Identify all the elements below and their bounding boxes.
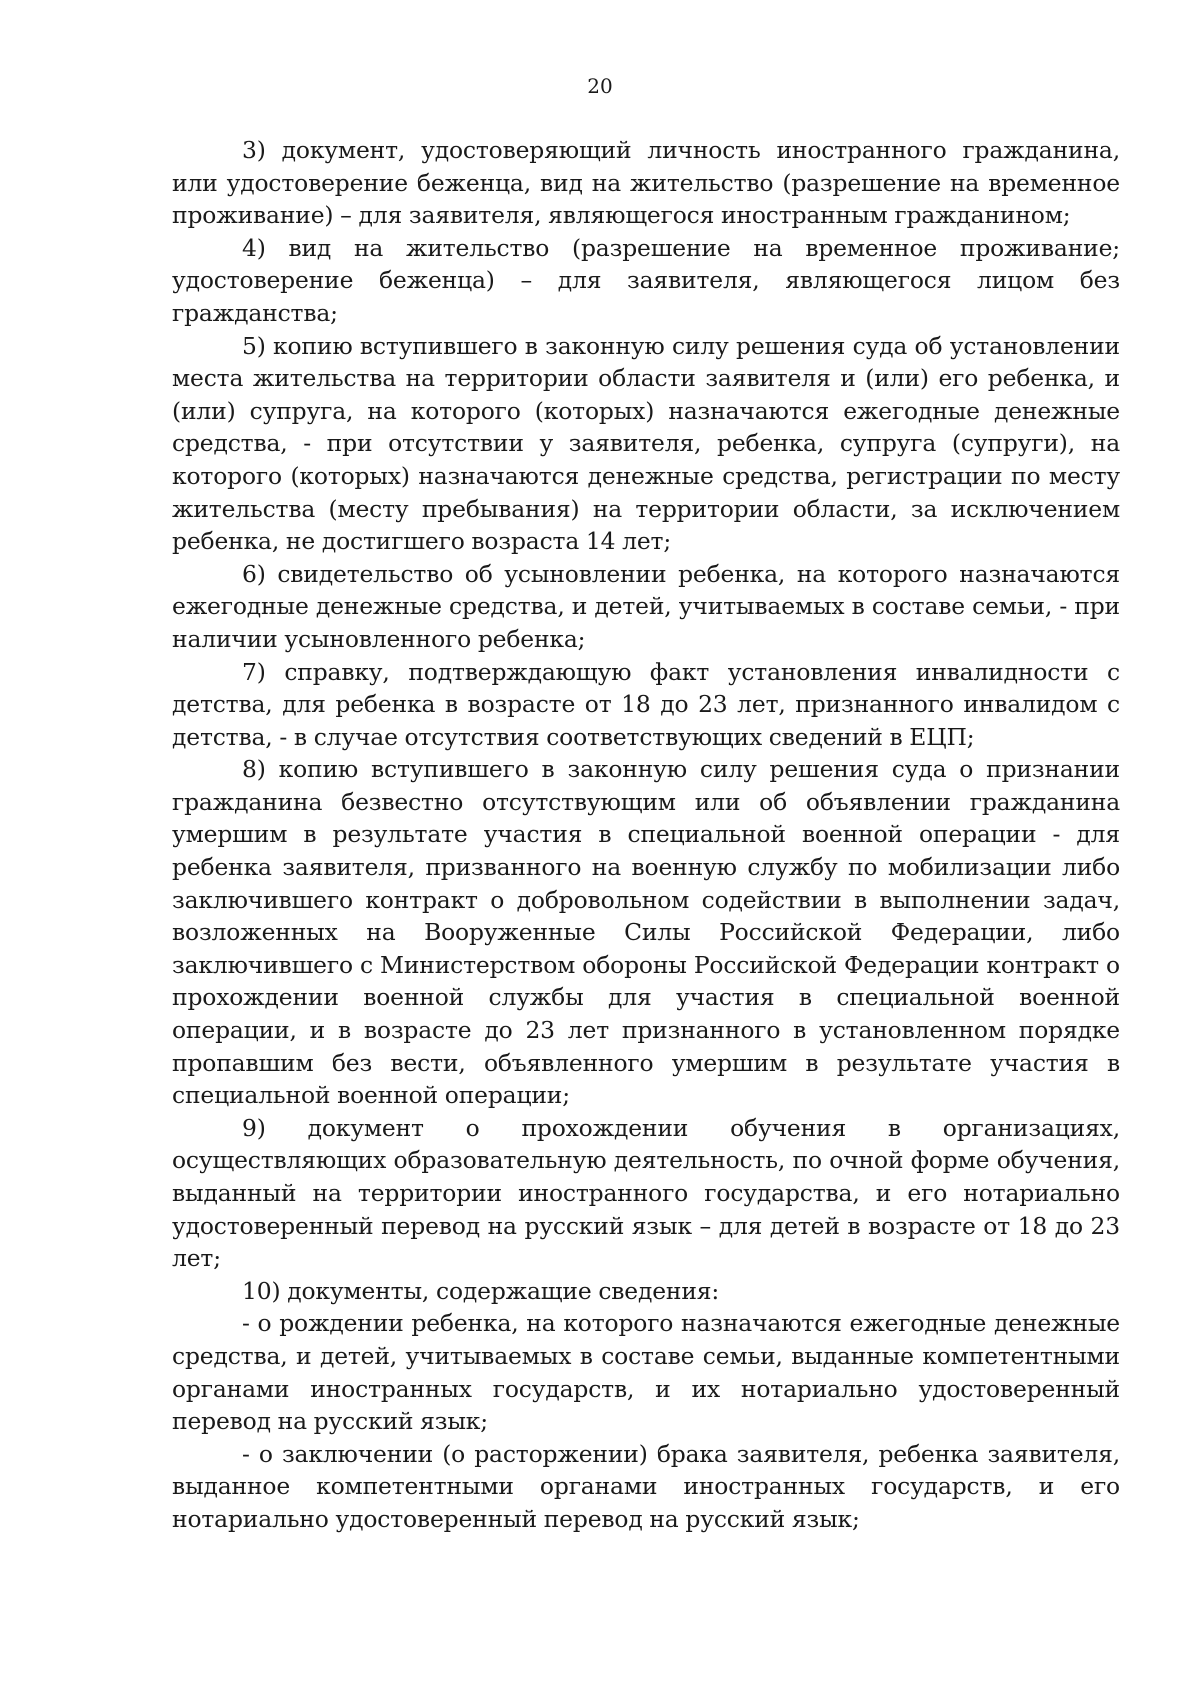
paragraph-item-10: 10) документы, содержащие сведения: — [242, 1276, 720, 1305]
paragraph-item-8: 8) копию вступившего в законную силу решения суда о признании гражданина безвестно отсутствующим или об объявлении гражданина умершим в результате участия в специальной военной операции - для ребенка заявителя, призванного на военную службу по мобилизации либо заключившего контракт о добровольном содействии в выполнении задач, возложенных на Вооруженные Силы Российской Федерации, либо заключившего с Министерством обороны Российской Федерации контракт о прохождении военной службы для участия в специальной военной операции, и в возрасте до 23 лет признанного в установленном порядке пропавшим без вести, объявленного умершим в результате участия в специальной военной операции; — [172, 755, 1120, 1110]
paragraph-subitem-marriage: - о заключении (о расторжении) брака заявителя, ребенка заявителя, выданное компетентными органами иностранных государств, и его нотариально удостоверенный перевод на русский язык; — [172, 1439, 1120, 1533]
paragraph-item-9: 9) документ о прохождении обучения в организациях, осуществляющих образовательную деятельность, по очной форме обучения, выданный на территории иностранного государства, и его нотариально удостоверенный перевод на русский язык – для детей в возрасте от 18 до 23 лет; — [172, 1113, 1120, 1273]
paragraph-item-4: 4) вид на жительство (разрешение на временное проживание; удостоверение беженца) – для заявителя, являющегося лицом без гражданства; — [172, 233, 1120, 327]
paragraph-subitem-birth: - о рождении ребенка, на которого назначаются ежегодные денежные средства, и детей, учитываемых в составе семьи, выданные компетентными органами иностранных государств, и их нотариально удостоверенный перевод на русский язык; — [172, 1309, 1120, 1436]
page-number: 20 — [587, 74, 613, 98]
document-body — [172, 134, 1120, 1536]
paragraph-item-6: 6) свидетельство об усыновлении ребенка, на которого назначаются ежегодные денежные средства, и детей, учитываемых в составе семьи, - при наличии усыновленного ребенка; — [172, 559, 1120, 653]
paragraph-item-3: 3) документ, удостоверяющий личность иностранного гражданина, или удостоверение беженца, вид на жительство (разрешение на временное проживание) – для заявителя, являющегося иностранным гражданином; — [172, 136, 1120, 230]
paragraph-item-7: 7) справку, подтверждающую факт установления инвалидности с детства, для ребенка в возрасте от 18 до 23 лет, признанного инвалидом с детства, - в случае отсутствия соответствующих сведений в ЕЦП; — [172, 657, 1120, 751]
paragraph-item-5: 5) копию вступившего в законную силу решения суда об установлении места жительства на территории области заявителя и (или) его ребенка, и (или) супруга, на которого (которых) назначаются ежегодные денежные средства, - при отсутствии у заявителя, ребенка, супруга (супруги), на которого (которых) назначаются денежные средства, регистрации по месту жительства (месту пребывания) на территории области, за исключением ребенка, не достигшего возраста 14 лет; — [172, 331, 1120, 556]
